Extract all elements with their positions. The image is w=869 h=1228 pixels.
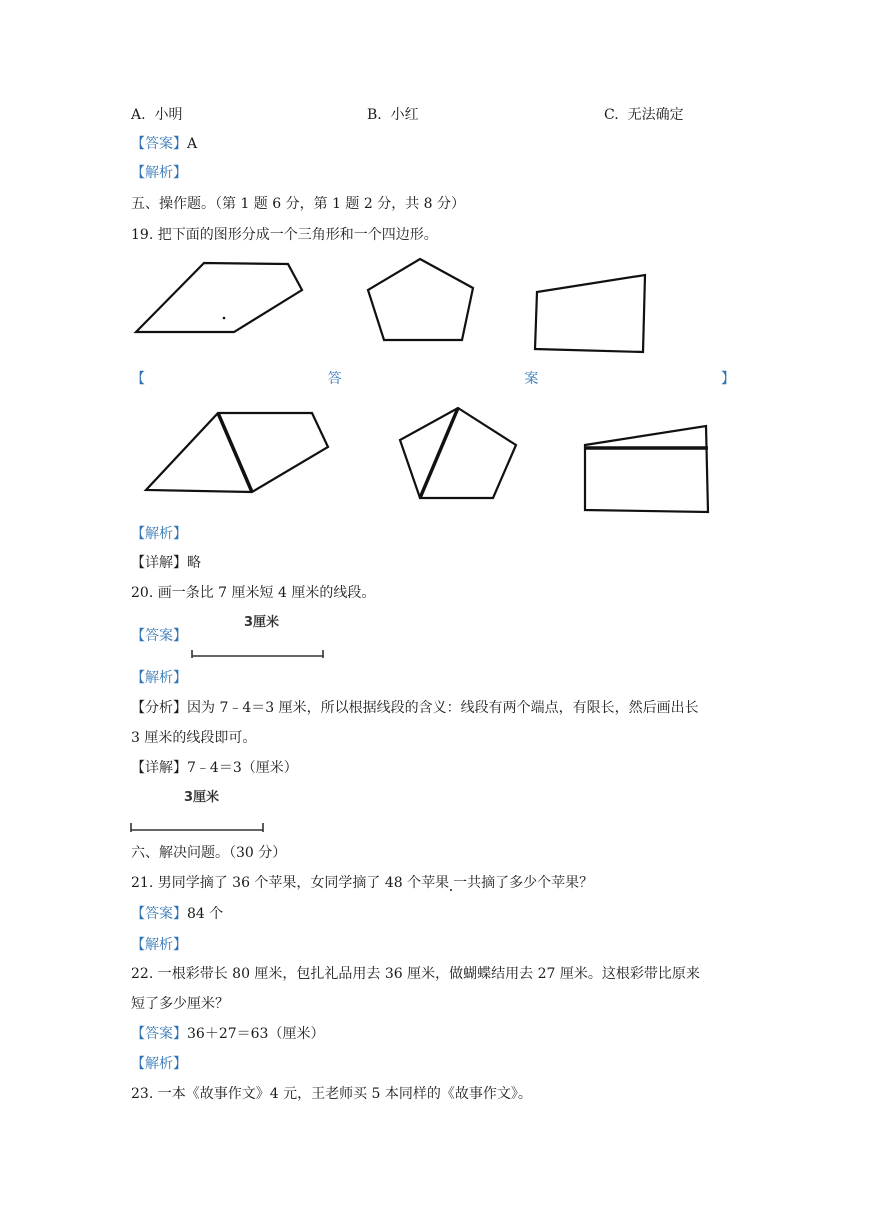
answer-text: 36＋27＝63（厘米） (187, 1026, 325, 1042)
answer-pentagon-cut (420, 408, 458, 498)
answer-tag: 【答案】 (131, 906, 187, 922)
q23-question: 23. 一本《故事作文》4 元，王老师买 5 本同样的《故事作文》。 (131, 1086, 532, 1102)
question-text: 一共摘了多少个苹果？ (453, 875, 594, 891)
detail-tag: 【详解】 (131, 555, 187, 571)
answer-tag: 【答案】 (131, 1026, 187, 1042)
q20-detail-segment-label: 3厘米 (184, 790, 220, 805)
q20-fenxi-line1 (131, 698, 699, 718)
q22-analysis-tag: 【解析】 (131, 1056, 187, 1072)
q20-segment-label: 3厘米 (244, 615, 280, 630)
q21-answer (131, 904, 223, 924)
q22-answer (131, 1024, 324, 1044)
answer-text: A (187, 136, 198, 152)
trapezoid-shape (535, 275, 645, 352)
option-text: 小明 (154, 107, 183, 123)
question-text: 21. 男同学摘了 36 个苹果，女同学摘了 48 个苹果 (131, 875, 450, 891)
q20-analysis-tag: 【解析】 (131, 670, 187, 686)
answer-tag: 【答案】 (131, 136, 187, 152)
q22-question-line1: 22. 一根彩带长 80 厘米，包扎礼品用去 36 厘米，做蝴蝶结用去 27 厘米。这根彩带比原来 (131, 966, 700, 982)
option-text: 无法确定 (627, 107, 684, 123)
section6-title: 六、解决问题。（30 分） (131, 845, 287, 861)
q20-fenxi-line2: 3 厘米的线段即可。 (131, 730, 257, 746)
fenxi-text: 因为 7﹣4＝3 厘米，所以根据线段的含义：线段有两个端点，有限长，然后画出长 (187, 700, 699, 716)
period-dot (450, 889, 452, 891)
detail-text: 7﹣4＝3（厘米） (187, 760, 298, 776)
detail-text: 略 (187, 555, 201, 571)
q19-question-shapes (136, 259, 645, 352)
bracket-open: 【 (131, 371, 145, 387)
q18-analysis-tag: 【解析】 (131, 165, 187, 181)
answer-pentagon-shape (400, 408, 516, 498)
bracket-close: 】 (720, 371, 735, 387)
q19-detail (131, 553, 201, 573)
q21-analysis-tag: 【解析】 (131, 937, 187, 953)
option-letter: A. (131, 107, 146, 123)
answer-char: 答 (327, 371, 342, 387)
answer-char: 案 (524, 371, 539, 387)
q22-question-line2: 短了多少厘米？ (131, 996, 229, 1012)
fenxi-tag: 【分析】 (131, 700, 187, 716)
answer-hexagon-shape (146, 413, 328, 492)
answer-hexagon-cut (218, 413, 252, 492)
hexagon-shape (136, 263, 302, 332)
q20-question: 20. 画一条比 7 厘米短 4 厘米的线段。 (131, 585, 376, 601)
option-letter: C. (604, 107, 619, 123)
option-letter: B. (367, 107, 382, 123)
q20-answer-tag: 【答案】 (131, 628, 187, 644)
q19-question: 19. 把下面的图形分成一个三角形和一个四边形。 (131, 227, 438, 243)
q19-analysis-tag: 【解析】 (131, 526, 187, 542)
pentagon-shape (368, 259, 473, 340)
section5-title: 五、操作题。（第 1 题 6 分，第 1 题 2 分，共 8 分） (131, 196, 466, 212)
q19-answer-shapes (146, 408, 708, 512)
q20-detail (131, 758, 298, 778)
q20-answer-segment (192, 650, 323, 658)
q19-answer-tag (131, 369, 735, 389)
option-text: 小红 (390, 107, 419, 123)
detail-tag: 【详解】 (131, 760, 187, 776)
hexagon-dot (223, 317, 226, 320)
q21-question (131, 873, 593, 893)
q20-detail-segment (131, 823, 263, 832)
answer-trapezoid-shape (585, 426, 708, 512)
answer-text: 84 个 (187, 906, 224, 922)
